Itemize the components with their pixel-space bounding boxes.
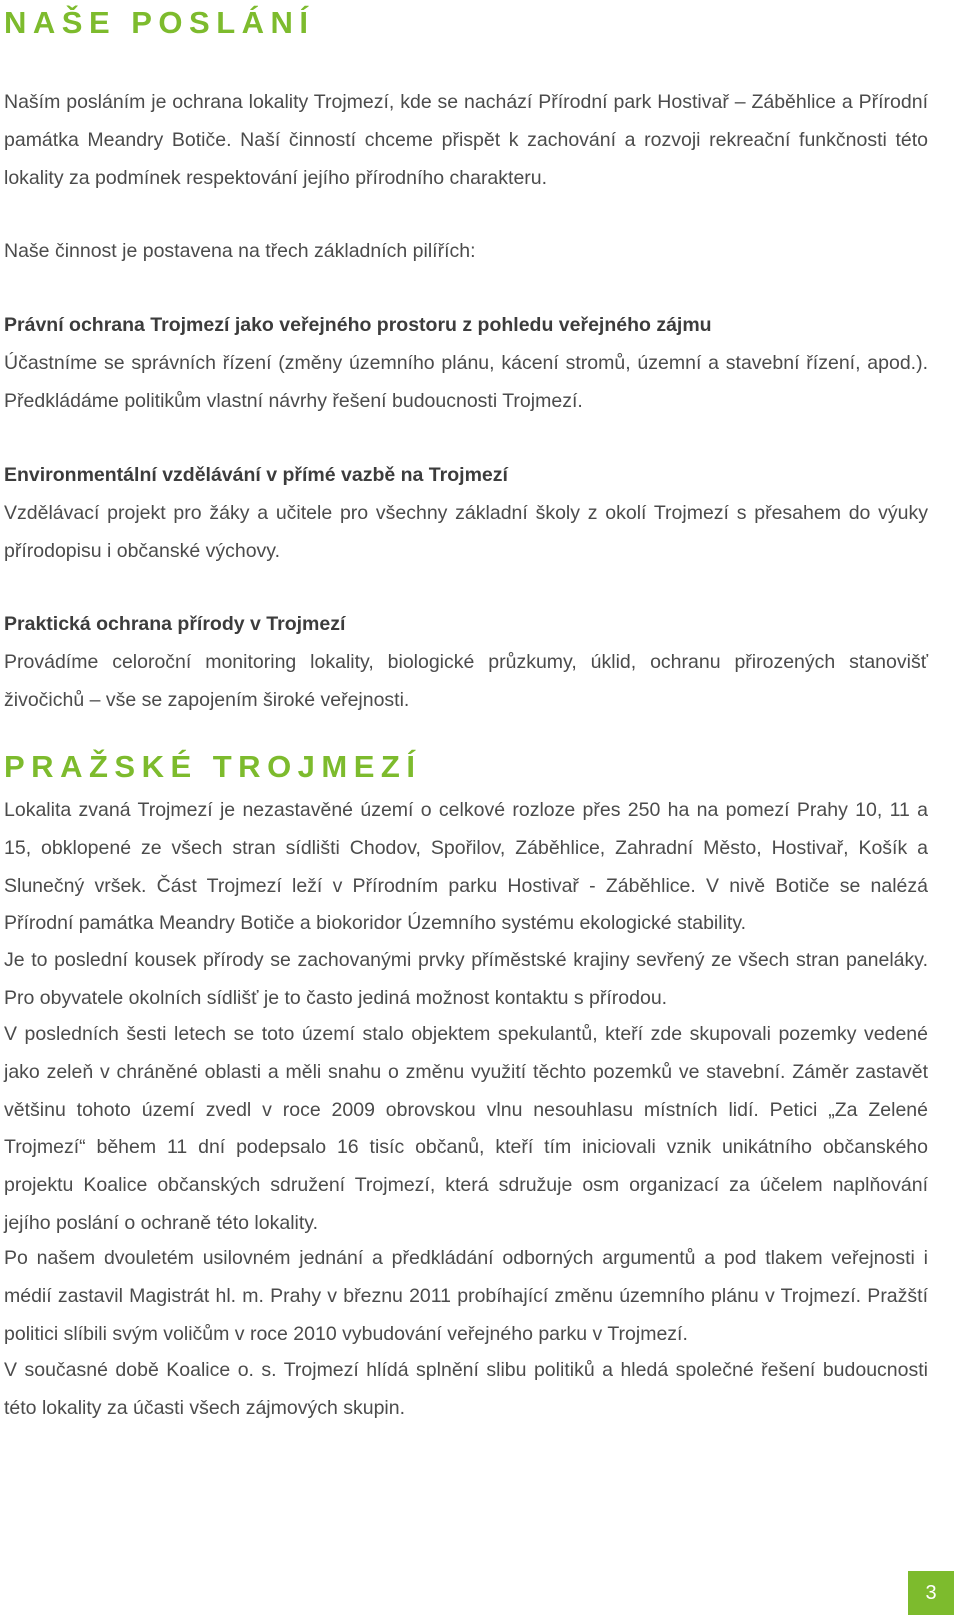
page-number-badge: 3	[908, 1571, 954, 1615]
pillar-text-education: Vzdělávací projekt pro žáky a učitele pro všechny základní školy z okolí Trojmezí s přesahem do výuky přírodopisu i občanské výchovy.	[4, 502, 928, 562]
trojmezi-paragraph-3: V posledních šesti letech se toto území stalo objektem spekulantů, kteří zde skupovali pozemky vedené jako zeleň v chráněné oblasti a měli snahu o změnu využití těchto pozemků ve stavební. Záměr zastavět většinu tohoto území zvedl v roce 2009 obrovskou vlnu nesouhlasu místních lidí. Petici „Za Zelené Trojmezí“ během 11 dní podepsalo 16 tisíc občanů, kteří tím iniciovali vznik unikátního občanského projektu Koalice občanských sdružení Trojmezí, která sdružuje osm organizací za účelem naplňování jejího poslání o ochraně této lokality.	[4, 1023, 928, 1234]
pillar-text-nature: Provádíme celoroční monitoring lokality, biologické průzkumy, úklid, ochranu přirozených stanovišť živočichů – vše se zapojením široké veřejnosti.	[4, 651, 928, 711]
pillar-heading-education: Environmentální vzdělávání v přímé vazbě na Trojmezí	[4, 464, 508, 486]
mission-intro-paragraph: Naším posláním je ochrana lokality Trojmezí, kde se nachází Přírodní park Hostivař – Záběhlice a Přírodní památka Meandry Botiče. Naší činností chceme přispět k zachování a rozvoji rekreační funkčnosti této lokality za podmínek respektování jejího přírodního charakteru.	[4, 91, 928, 189]
pillar-heading-legal: Právní ochrana Trojmezí jako veřejného prostoru z pohledu veřejného zájmu	[4, 314, 712, 336]
trojmezi-paragraph-4: Po našem dvouletém usilovném jednání a předkládání odborných argumentů a pod tlakem veřejnosti i médií zastavil Magistrát hl. m. Prahy v březnu 2011 probíhající změnu územního plánu v Trojmezí. Pražští politici slíbili svým voličům v roce 2010 vybudování veřejného parku v Trojmezí.	[4, 1247, 928, 1345]
section-title-nase-poslani: NAŠE POSLÁNÍ	[4, 5, 315, 40]
trojmezi-paragraph-5: V současné době Koalice o. s. Trojmezí hlídá splnění slibu politiků a hledá společné řešení budoucnosti této lokality za účasti všech zájmových skupin.	[4, 1359, 928, 1419]
pillar-heading-nature: Praktická ochrana přírody v Trojmezí	[4, 613, 346, 635]
section-title-prazske-trojmezi: PRAŽSKÉ TROJMEZÍ	[4, 749, 422, 784]
pillars-intro: Naše činnost je postavena na třech základních pilířích:	[4, 240, 476, 262]
pillar-text-legal: Účastníme se správních řízení (změny územního plánu, kácení stromů, územní a stavební řízení, apod.). Předkládáme politikům vlastní návrhy řešení budoucnosti Trojmezí.	[4, 352, 928, 412]
trojmezi-paragraph-2: Je to poslední kousek přírody se zachovanými prvky příměstské krajiny sevřený ze všech stran paneláky. Pro obyvatele okolních sídlišť je to často jediná možnost kontaktu s přírodou.	[4, 949, 928, 1009]
trojmezi-paragraph-1: Lokalita zvaná Trojmezí je nezastavěné území o celkové rozloze přes 250 ha na pomezí Prahy 10, 11 a 15, obklopené ze všech stran sídlišti Chodov, Spořilov, Záběhlice, Zahradní Město, Hostivař, Košík a Slunečný vršek. Část Trojmezí leží v Přírodním parku Hostivař - Záběhlice. V nivě Botiče se nalézá Přírodní památka Meandry Botiče a biokoridor Územního systému ekologické stability.	[4, 799, 928, 935]
